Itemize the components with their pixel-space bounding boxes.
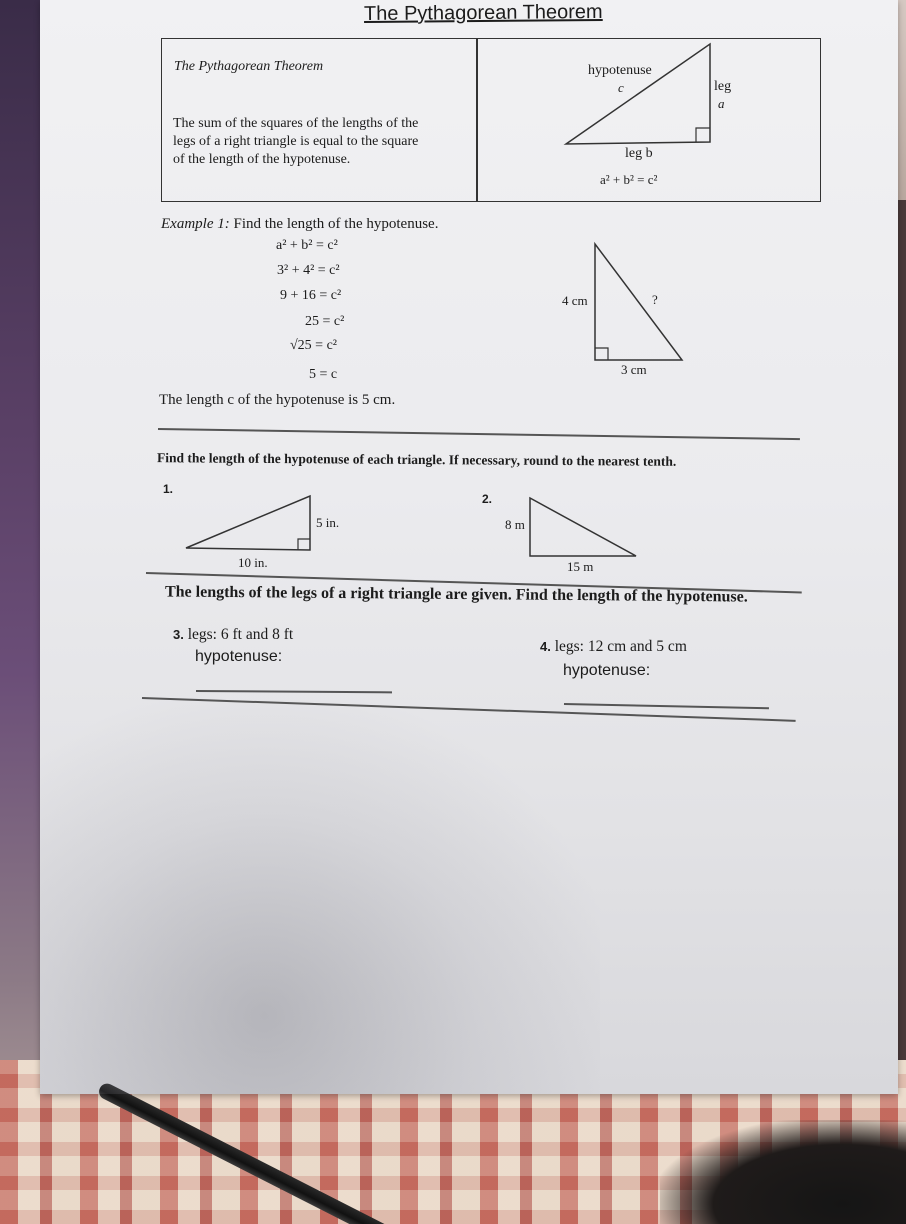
- problem-4: [540, 638, 687, 656]
- example-step-3: 9 + 16 = c²: [280, 288, 342, 303]
- theorem-statement-line3: of the length of the hypotenuse.: [173, 152, 351, 167]
- section2-instruction: The lengths of the legs of a right triangle are given. Find the length of the hypotenuse.: [164, 583, 748, 606]
- problem-3: [173, 626, 293, 644]
- hypotenuse-label: hypotenuse: [588, 63, 652, 78]
- example-hypotenuse: ?: [652, 292, 658, 307]
- theorem-box-divider: [476, 38, 478, 202]
- problem-3-legs: legs: 6 ft and 8 ft: [187, 626, 294, 643]
- theorem-statement-line1: The sum of the squares of the lengths of the: [173, 116, 419, 131]
- example-step-6: 5 = c: [309, 367, 338, 382]
- example-prompt: [161, 216, 438, 233]
- example-side-horizontal: 3 cm: [621, 362, 647, 377]
- problem-2-side-horizontal: 15 m: [567, 559, 594, 574]
- example-conclusion: The length c of the hypotenuse is 5 cm.: [159, 392, 396, 408]
- c-label: c: [618, 80, 624, 95]
- theorem-formula: a² + b² = c²: [600, 172, 658, 187]
- problem-2-side-vertical: 8 m: [505, 517, 525, 532]
- page-title: The Pythagorean Theorem: [363, 0, 603, 26]
- problem-1-side-vertical: 5 in.: [316, 515, 340, 530]
- theorem-heading: The Pythagorean Theorem: [174, 59, 324, 74]
- section1-instruction: Find the length of the hypotenuse of each triangle. If necessary, round to the nearest tenth.: [156, 450, 677, 469]
- problem-4-answer-label: hypotenuse:: [563, 662, 651, 679]
- problem-1-side-horizontal: 10 in.: [238, 555, 268, 570]
- leg-b-label: leg b: [625, 146, 653, 161]
- example-step-5: √25 = c²: [290, 338, 337, 353]
- problem-3-number: 3.: [173, 627, 184, 642]
- example-step-4: 25 = c²: [305, 314, 345, 329]
- problem-3-answer-label: hypotenuse:: [195, 648, 283, 665]
- leg-a-label: leg: [714, 79, 732, 94]
- problem-4-number: 4.: [540, 639, 551, 654]
- problem-4-legs: legs: 12 cm and 5 cm: [554, 638, 687, 655]
- theorem-statement-line2: legs of a right triangle is equal to the square: [173, 134, 419, 149]
- example-step-2: 3² + 4² = c²: [277, 263, 340, 278]
- shadow: [660, 1120, 906, 1224]
- example-step-1: a² + b² = c²: [276, 238, 338, 253]
- problem-1-number: 1.: [163, 482, 174, 496]
- example-label: Example 1:: [161, 216, 230, 232]
- example-side-vertical: 4 cm: [562, 293, 588, 308]
- problem-2-number: 2.: [482, 492, 493, 506]
- example-text: Find the length of the hypotenuse.: [233, 216, 439, 232]
- a-label: a: [718, 96, 725, 111]
